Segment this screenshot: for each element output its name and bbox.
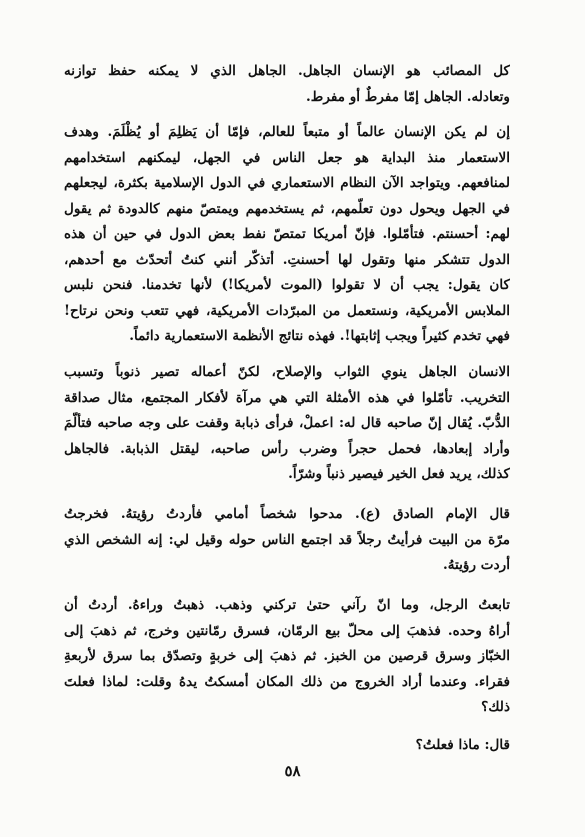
text-line: أردت رؤيتهُ. [443,557,510,573]
text-line: مرّة من البيت فرأيتُ رجلاً قد اجتمع الناس حوله وقيل لي: إنه الشخص الذي [64,531,510,548]
paragraph [64,120,510,350]
paragraph [64,733,510,759]
text-line: فهي تخدم كثيراً ويجب إثابتها!. فهذه نتائج الأنظمة الاستعمارية دائماً. [129,328,510,344]
text-line: ذلك؟ [481,699,510,715]
text-line: وتعادله. الجاهل إمّا مفرطٌ أو مفرط. [306,88,510,105]
text-line: لهم: أحسنتم. فتأمّلوا. فإنّ أمريكا تمتصّ نفط بعض الدول في حين أن هذه [64,226,510,242]
text-line: وأراد إبعادها، فحمل حجراً وضرب رأس صاحبه، ليقتل الذبابة. فالجاهل [64,440,510,457]
paragraph [64,593,510,721]
text-line: إن لم يكن الإنسان عالماً أو متبعاً للعالم، فإمّا أن يَظلِمَ أو يُظْلَمَ. وهدف [64,124,510,140]
text-line: الاستعمار منذ البداية هو جعل الناس في الجهل، ليمكنهم استخدامهم [64,149,510,166]
paragraph [64,59,510,110]
text-line: الملابس الأمريكية، ونستعمل من المبرّدات الأمريكية، فهي تتعب ونحن نرتاح! [64,302,510,319]
paragraph [64,360,510,488]
paragraph [64,502,510,579]
text-line: الدُّبّ. يُقال إنّ صاحبه قال له: اعملْ، فرأى ذبابة وقفت على وجه صاحبه فتألّمَ [64,415,510,431]
text-line: في الجهل ويحول دون تعلّمهم، ثم يستخدمهم ويمتصّ منهم كالدودة ثم يقول [64,200,510,217]
text-line: الدول تتشكر منها وتقول لها أحسنتِ. أتذكّر أنني كنتُ أتحدّث مع أحدهم، [64,251,510,268]
text-line: التخريب. تأمّلوا في هذه الأمثلة التي هي مرآة لأفكار المجتمع، مثال صداقة [64,389,510,406]
text-line: أراهُ وحده. فذهبَ إلى محلّ بيع الرمّان، فسرق رمّانتين وخرج، ثم ذهبَ إلى [64,622,510,639]
page-number: ٥٨ [284,762,301,780]
text-line: كذلك، يريد فعل الخير فيصير ذنباً وشرّاً. [288,466,510,482]
text-line: لمنافعهم. ويتواجد الآن النظام الاستعماري في الدول الإسلامية بكثرة، ليجعلهم [64,175,510,191]
text-line: تابعتُ الرجل، وما انّ رآني حتىٰ تركني وذهب. ذهبتُ وراءهُ. أردتُ أن [64,597,510,613]
text-line: كان يقول: يجب أن لا تقولوا (الموت لأمريكا!) لأنها تخدمنا. فنحن نلبس [64,277,510,293]
text-line: كل المصائب هو الإنسان الجاهل. الجاهل الذي لا يمكنه حفظ توازنه [64,63,510,79]
text-line: قال الإمام الصادق (ع). مدحوا شخصاً أمامي فأردتُ رؤيتهُ. فخرجتُ [64,506,510,522]
text-line: قال: ماذا فعلتُ؟ [415,737,510,753]
text-line: فقراء. وعندما أراد الخروج من ذلك المكان أمسكتُ يدهُ وقلت: لماذا فعلتَ [64,673,510,690]
text-line: الانسان الجاهل ينوي الثواب والإصلاح، لكنّ أعماله تصير ذنوباً وتسبب [64,364,510,380]
text-line: الخبّاز وسرق قرصين من الخبز. ثم ذهبَ إلى خربةٍ وتصدّق بما سرق لأربعةِ [64,648,510,664]
